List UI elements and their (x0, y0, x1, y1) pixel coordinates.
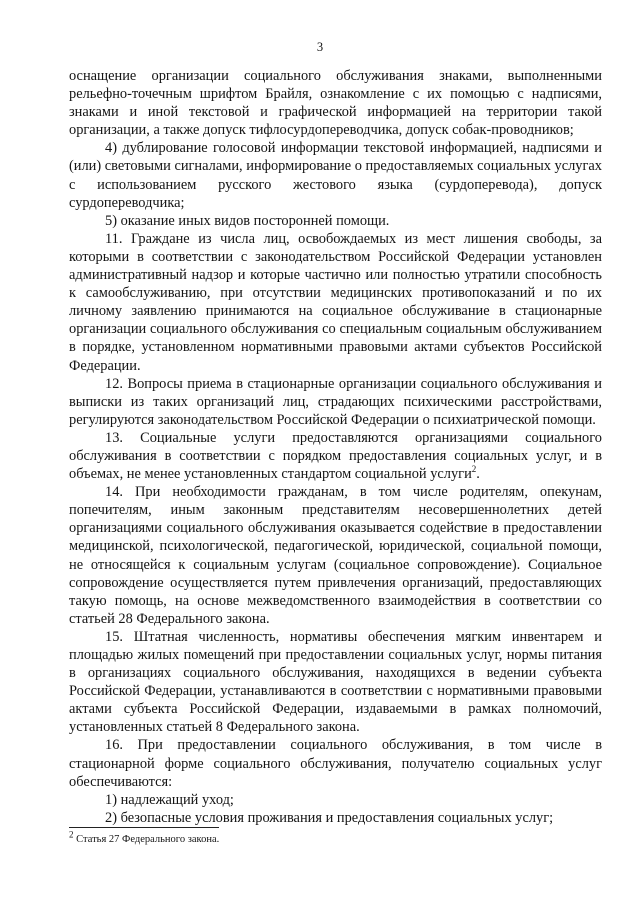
paragraph-continued: оснащение организации социального обслуживания знаками, выполненными рельефно-точечным шрифтом Брайля, ознакомление с их помощью с надписями, знаками и иной текстовой и графической информацией на территории такой организации, а также допуск тифлосурдопереводчика, допуск собак-проводников; (69, 68, 602, 139)
paragraph-12: 12. Вопросы приема в стационарные организации социального обслуживания и выписки из таких организаций лиц, страдающих психическими расстройствами, регулируются законодательством Российской Федерации о психиатрической помощи. (69, 375, 602, 428)
page-number: 3 (316, 40, 324, 54)
paragraph-16-item-2: 2) безопасные условия проживания и предоставления социальных услуг; (105, 809, 554, 826)
paragraph-16: 16. При предоставлении социального обслуживания, в том числе в стационарной форме социального обслуживания, получателю социальных услуг обеспечиваются: (69, 737, 602, 790)
paragraph-13-text: 13. Социальные услуги предоставляются организациями социального обслуживания в соответствии с порядком предоставления социальных услуг, и в объемах, не менее установленных стандартом социальной услуги (69, 429, 602, 483)
paragraph-15: 15. Штатная численность, нормативы обеспечения мягким инвентарем и площадью жилых помещений при предоставлении социальных услуг, нормы питания в организациях социального обслуживания, находящихся в ведении субъекта Российской Федерации, устанавливаются в соответствии с нормативными правовыми актами субъекта Российской Федерации, издаваемыми в рамках полномочий, установленных статьей 8 Федерального закона. (69, 628, 602, 736)
body-text (69, 67, 602, 827)
paragraph-14: 14. При необходимости гражданам, в том числе родителям, опекунам, попечителям, иным законным представителям несовершеннолетних детей организациями социального обслуживания оказывается содействие в предоставлении медицинской, психологической, педагогической, юридической, социальной помощи, не относящейся к социальным услугам (социальное сопровождение). Социальное сопровождение осуществляется путем привлечения организаций, предоставляющих такую помощь, на основе межведомственного взаимодействия в соответствии со статьей 28 Федерального закона. (69, 484, 602, 627)
paragraph-item-4: 4) дублирование голосовой информации текстовой информацией, надписями и (или) световыми сигналами, информирование о предоставляемых социальных услугах с использованием русского жестового языка (сурдоперевода), допуск сурдопереводчика; (69, 140, 602, 211)
footnote-marker: 2 (69, 829, 74, 840)
footnote-text: Статья 27 Федерального закона. (73, 834, 220, 845)
paragraph-13-end: . (476, 466, 480, 483)
paragraph-item-5: 5) оказание иных видов посторонней помощи. (105, 212, 390, 229)
paragraph-13 (69, 429, 602, 483)
footnote-divider (69, 827, 219, 828)
footnote-reference: 2 (471, 464, 477, 475)
paragraph-11: 11. Граждане из числа лиц, освобождаемых из мест лишения свободы, за которыми в соответствии с законодательством Российской Федерации установлен административный надзор и которые частично или полностью утратили способность к самообслуживанию, при отсутствии медицинских противопоказаний и по их личному заявлению принимаются на социальное обслуживание в стационарные организации социального обслуживания со специальным социальным обслуживанием в порядке, установленном нормативными правовыми актами субъектов Российской Федерации. (69, 230, 602, 374)
paragraph-16-item-1: 1) надлежащий уход; (105, 791, 234, 808)
footnote (69, 829, 602, 846)
